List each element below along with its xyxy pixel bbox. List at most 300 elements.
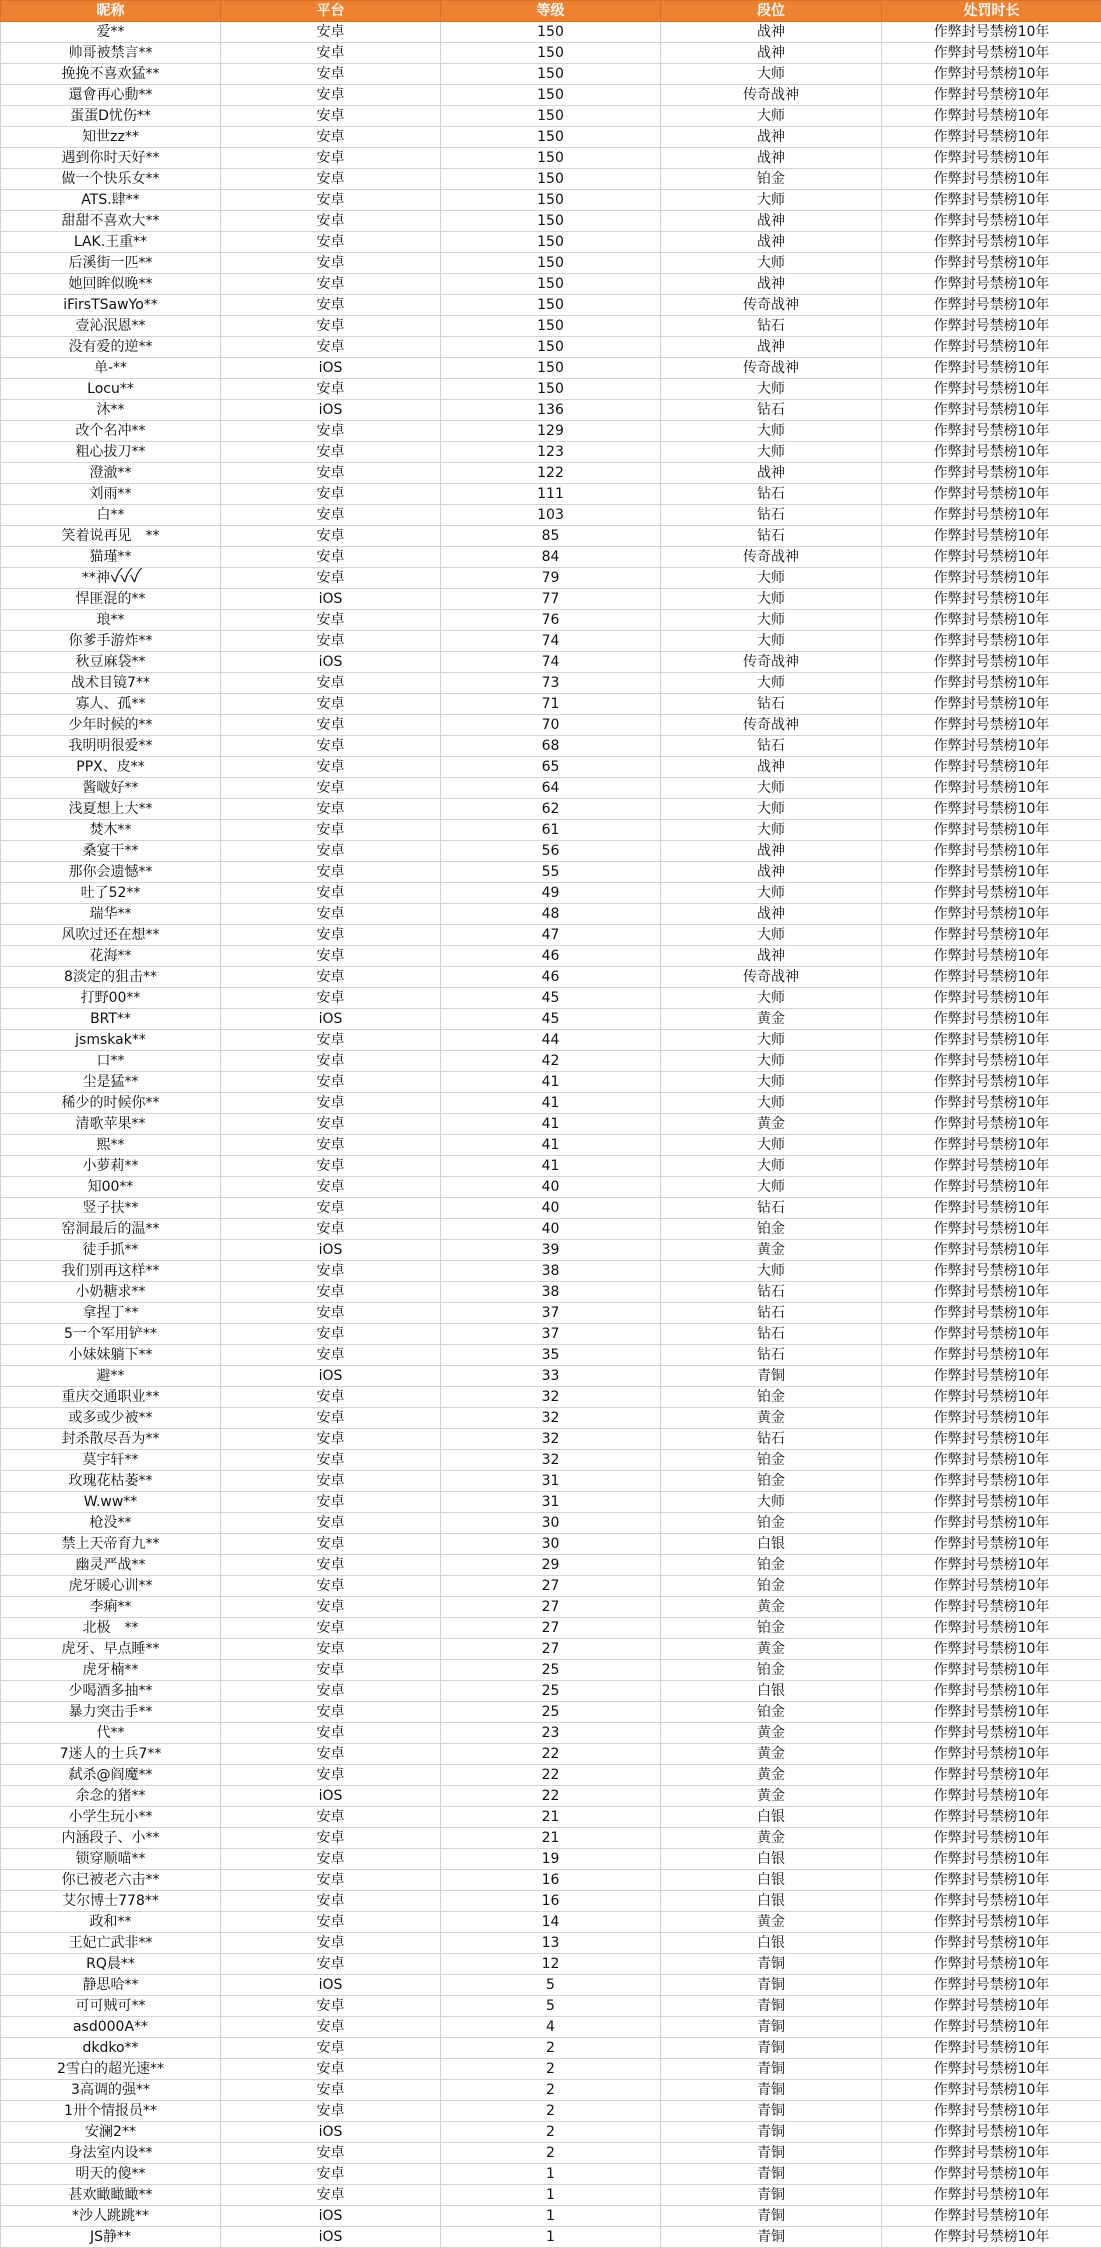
table-row — [1, 2206, 1101, 2227]
cell-level: 30 — [441, 1534, 661, 1555]
table-row — [1, 757, 1101, 778]
cell-penalty: 作弊封号禁榜10年 — [882, 1408, 1101, 1429]
table-row — [1, 337, 1101, 358]
cell-rank: 铂金 — [661, 1660, 882, 1681]
cell-platform: 安卓 — [221, 2059, 441, 2080]
cell-penalty: 作弊封号禁榜10年 — [882, 2059, 1101, 2080]
cell-platform: 安卓 — [221, 1429, 441, 1450]
cell-platform: 安卓 — [221, 64, 441, 85]
cell-nickname: 枪没** — [1, 1513, 221, 1534]
table-row — [1, 2101, 1101, 2122]
cell-rank: 大师 — [661, 1156, 882, 1177]
table-row — [1, 358, 1101, 379]
cell-level: 2 — [441, 2143, 661, 2164]
cell-nickname: 挽挽不喜欢猛** — [1, 64, 221, 85]
cell-penalty: 作弊封号禁榜10年 — [882, 2101, 1101, 2122]
cell-nickname: 1卅个情报员** — [1, 2101, 221, 2122]
cell-penalty: 作弊封号禁榜10年 — [882, 43, 1101, 64]
cell-level: 25 — [441, 1681, 661, 1702]
cell-penalty: 作弊封号禁榜10年 — [882, 337, 1101, 358]
cell-platform: 安卓 — [221, 169, 441, 190]
cell-platform: 安卓 — [221, 1408, 441, 1429]
cell-penalty: 作弊封号禁榜10年 — [882, 22, 1101, 43]
cell-nickname: 焚木** — [1, 820, 221, 841]
cell-penalty: 作弊封号禁榜10年 — [882, 841, 1101, 862]
cell-platform: 安卓 — [221, 1387, 441, 1408]
cell-level: 150 — [441, 211, 661, 232]
cell-level: 41 — [441, 1072, 661, 1093]
cell-rank: 铂金 — [661, 1471, 882, 1492]
cell-rank: 大师 — [661, 1492, 882, 1513]
cell-rank: 大师 — [661, 883, 882, 904]
cell-level: 70 — [441, 715, 661, 736]
cell-level: 22 — [441, 1765, 661, 1786]
cell-platform: 安卓 — [221, 1051, 441, 1072]
cell-rank: 钻石 — [661, 1303, 882, 1324]
cell-rank: 钻石 — [661, 316, 882, 337]
cell-rank: 传奇战神 — [661, 295, 882, 316]
cell-level: 5 — [441, 1975, 661, 1996]
cell-level: 1 — [441, 2164, 661, 2185]
cell-rank: 大师 — [661, 64, 882, 85]
cell-penalty: 作弊封号禁榜10年 — [882, 589, 1101, 610]
cell-nickname: 沐** — [1, 400, 221, 421]
table-row — [1, 1933, 1101, 1954]
cell-rank: 战神 — [661, 904, 882, 925]
cell-penalty: 作弊封号禁榜10年 — [882, 967, 1101, 988]
cell-platform: iOS — [221, 1009, 441, 1030]
cell-platform: 安卓 — [221, 1135, 441, 1156]
table-row — [1, 400, 1101, 421]
cell-level: 38 — [441, 1261, 661, 1282]
cell-penalty: 作弊封号禁榜10年 — [882, 1828, 1101, 1849]
table-row — [1, 547, 1101, 568]
cell-nickname: 口** — [1, 1051, 221, 1072]
table-row — [1, 274, 1101, 295]
cell-platform: 安卓 — [221, 946, 441, 967]
cell-level: 1 — [441, 2185, 661, 2206]
header-nickname: 昵称 — [1, 1, 221, 22]
cell-platform: 安卓 — [221, 337, 441, 358]
cell-rank: 黄金 — [661, 1723, 882, 1744]
cell-rank: 大师 — [661, 1135, 882, 1156]
cell-penalty: 作弊封号禁榜10年 — [882, 106, 1101, 127]
cell-level: 150 — [441, 22, 661, 43]
table-row — [1, 463, 1101, 484]
cell-nickname: 小萝莉** — [1, 1156, 221, 1177]
cell-rank: 战神 — [661, 757, 882, 778]
cell-level: 74 — [441, 631, 661, 652]
cell-rank: 传奇战神 — [661, 547, 882, 568]
cell-nickname: 做一个快乐女** — [1, 169, 221, 190]
cell-platform: 安卓 — [221, 127, 441, 148]
table-row — [1, 1198, 1101, 1219]
cell-platform: iOS — [221, 358, 441, 379]
cell-rank: 战神 — [661, 463, 882, 484]
cell-penalty: 作弊封号禁榜10年 — [882, 1891, 1101, 1912]
cell-rank: 战神 — [661, 862, 882, 883]
cell-platform: 安卓 — [221, 2143, 441, 2164]
cell-nickname: 酱啵好** — [1, 778, 221, 799]
cell-platform: iOS — [221, 400, 441, 421]
cell-nickname: 没有爱的逆** — [1, 337, 221, 358]
cell-platform: 安卓 — [221, 2080, 441, 2101]
cell-platform: 安卓 — [221, 1702, 441, 1723]
table-row — [1, 799, 1101, 820]
cell-platform: 安卓 — [221, 1471, 441, 1492]
cell-penalty: 作弊封号禁榜10年 — [882, 904, 1101, 925]
cell-level: 150 — [441, 232, 661, 253]
cell-platform: 安卓 — [221, 1660, 441, 1681]
table-row — [1, 526, 1101, 547]
cell-rank: 战神 — [661, 211, 882, 232]
table-row — [1, 1156, 1101, 1177]
cell-penalty: 作弊封号禁榜10年 — [882, 85, 1101, 106]
cell-penalty: 作弊封号禁榜10年 — [882, 1975, 1101, 1996]
table-row — [1, 1177, 1101, 1198]
cell-rank: 青铜 — [661, 2164, 882, 2185]
cell-level: 27 — [441, 1597, 661, 1618]
cell-rank: 大师 — [661, 1051, 882, 1072]
cell-penalty: 作弊封号禁榜10年 — [882, 1954, 1101, 1975]
cell-level: 64 — [441, 778, 661, 799]
table-row — [1, 1009, 1101, 1030]
table-row — [1, 1765, 1101, 1786]
cell-level: 27 — [441, 1639, 661, 1660]
cell-platform: 安卓 — [221, 778, 441, 799]
cell-penalty: 作弊封号禁榜10年 — [882, 610, 1101, 631]
cell-rank: 青铜 — [661, 2101, 882, 2122]
cell-level: 37 — [441, 1324, 661, 1345]
table-row — [1, 1912, 1101, 1933]
cell-platform: 安卓 — [221, 1828, 441, 1849]
cell-level: 150 — [441, 169, 661, 190]
cell-nickname: 稀少的时候你** — [1, 1093, 221, 1114]
table-row — [1, 841, 1101, 862]
table-row — [1, 1219, 1101, 1240]
cell-penalty: 作弊封号禁榜10年 — [882, 442, 1101, 463]
cell-rank: 大师 — [661, 1261, 882, 1282]
cell-platform: 安卓 — [221, 673, 441, 694]
cell-rank: 钻石 — [661, 1429, 882, 1450]
cell-nickname: 政和** — [1, 1912, 221, 1933]
table-row — [1, 736, 1101, 757]
cell-nickname: 身法室内设** — [1, 2143, 221, 2164]
cell-penalty: 作弊封号禁榜10年 — [882, 1030, 1101, 1051]
cell-nickname: 琅** — [1, 610, 221, 631]
cell-penalty: 作弊封号禁榜10年 — [882, 1492, 1101, 1513]
cell-rank: 大师 — [661, 799, 882, 820]
cell-level: 39 — [441, 1240, 661, 1261]
cell-penalty: 作弊封号禁榜10年 — [882, 757, 1101, 778]
cell-nickname: BRT** — [1, 1009, 221, 1030]
cell-level: 27 — [441, 1576, 661, 1597]
cell-nickname: 熙** — [1, 1135, 221, 1156]
cell-platform: 安卓 — [221, 1198, 441, 1219]
cell-platform: 安卓 — [221, 1891, 441, 1912]
cell-penalty: 作弊封号禁榜10年 — [882, 1093, 1101, 1114]
cell-rank: 战神 — [661, 274, 882, 295]
cell-rank: 铂金 — [661, 1387, 882, 1408]
cell-level: 46 — [441, 946, 661, 967]
cell-level: 38 — [441, 1282, 661, 1303]
cell-platform: 安卓 — [221, 1156, 441, 1177]
cell-level: 14 — [441, 1912, 661, 1933]
cell-nickname: 小学生玩小** — [1, 1807, 221, 1828]
table-row — [1, 1975, 1101, 1996]
cell-platform: 安卓 — [221, 1534, 441, 1555]
cell-penalty: 作弊封号禁榜10年 — [882, 820, 1101, 841]
cell-nickname: 她回眸似晚** — [1, 274, 221, 295]
cell-rank: 战神 — [661, 43, 882, 64]
cell-nickname: 王妃亡武非** — [1, 1933, 221, 1954]
cell-rank: 青铜 — [661, 2017, 882, 2038]
cell-penalty: 作弊封号禁榜10年 — [882, 295, 1101, 316]
cell-penalty: 作弊封号禁榜10年 — [882, 1198, 1101, 1219]
cell-rank: 大师 — [661, 673, 882, 694]
cell-rank: 铂金 — [661, 1555, 882, 1576]
table-row — [1, 127, 1101, 148]
table-row — [1, 1492, 1101, 1513]
cell-platform: 安卓 — [221, 1681, 441, 1702]
cell-nickname: 桑宴干** — [1, 841, 221, 862]
cell-rank: 战神 — [661, 148, 882, 169]
cell-penalty: 作弊封号禁榜10年 — [882, 1555, 1101, 1576]
table-row — [1, 1576, 1101, 1597]
cell-platform: 安卓 — [221, 547, 441, 568]
cell-nickname: 你已被老六击** — [1, 1870, 221, 1891]
cell-rank: 黄金 — [661, 1744, 882, 1765]
cell-level: 150 — [441, 190, 661, 211]
cell-platform: 安卓 — [221, 1177, 441, 1198]
cell-rank: 战神 — [661, 841, 882, 862]
table-row — [1, 1849, 1101, 1870]
cell-penalty: 作弊封号禁榜10年 — [882, 421, 1101, 442]
cell-nickname: 玫瑰花枯萎** — [1, 1471, 221, 1492]
cell-nickname: 瑞华** — [1, 904, 221, 925]
cell-platform: iOS — [221, 1366, 441, 1387]
cell-rank: 钻石 — [661, 1198, 882, 1219]
cell-nickname: 可可贼可** — [1, 1996, 221, 2017]
table-row — [1, 1702, 1101, 1723]
cell-rank: 大师 — [661, 778, 882, 799]
cell-level: 103 — [441, 505, 661, 526]
cell-rank: 白银 — [661, 1534, 882, 1555]
cell-platform: 安卓 — [221, 904, 441, 925]
cell-nickname: 虎牙、早点睡** — [1, 1639, 221, 1660]
cell-level: 45 — [441, 1009, 661, 1030]
cell-level: 12 — [441, 1954, 661, 1975]
table-row — [1, 316, 1101, 337]
cell-level: 79 — [441, 568, 661, 589]
cell-rank: 铂金 — [661, 1450, 882, 1471]
cell-nickname: 遇到你时天好** — [1, 148, 221, 169]
cell-nickname: 浅夏想上大** — [1, 799, 221, 820]
cell-level: 32 — [441, 1408, 661, 1429]
table-row — [1, 1597, 1101, 1618]
cell-level: 33 — [441, 1366, 661, 1387]
cell-nickname: 艾尔博士778** — [1, 1891, 221, 1912]
cell-level: 2 — [441, 2038, 661, 2059]
cell-penalty: 作弊封号禁榜10年 — [882, 316, 1101, 337]
cell-penalty: 作弊封号禁榜10年 — [882, 1681, 1101, 1702]
cell-level: 31 — [441, 1471, 661, 1492]
cell-penalty: 作弊封号禁榜10年 — [882, 1513, 1101, 1534]
cell-level: 122 — [441, 463, 661, 484]
table-row — [1, 652, 1101, 673]
cell-rank: 战神 — [661, 946, 882, 967]
cell-level: 32 — [441, 1387, 661, 1408]
cell-rank: 大师 — [661, 253, 882, 274]
cell-nickname: 避** — [1, 1366, 221, 1387]
table-row — [1, 379, 1101, 400]
cell-platform: 安卓 — [221, 1744, 441, 1765]
cell-nickname: 寡人、孤** — [1, 694, 221, 715]
cell-penalty: 作弊封号禁榜10年 — [882, 2185, 1101, 2206]
cell-penalty: 作弊封号禁榜10年 — [882, 1660, 1101, 1681]
cell-level: 23 — [441, 1723, 661, 1744]
cell-platform: 安卓 — [221, 1513, 441, 1534]
cell-level: 21 — [441, 1807, 661, 1828]
cell-penalty: 作弊封号禁榜10年 — [882, 1051, 1101, 1072]
cell-nickname: 蛋蛋D忧伤** — [1, 106, 221, 127]
header-level: 等级 — [441, 1, 661, 22]
cell-rank: 铂金 — [661, 1513, 882, 1534]
table-row — [1, 589, 1101, 610]
cell-platform: 安卓 — [221, 1324, 441, 1345]
cell-level: 49 — [441, 883, 661, 904]
cell-platform: 安卓 — [221, 820, 441, 841]
table-row — [1, 190, 1101, 211]
cell-rank: 铂金 — [661, 169, 882, 190]
cell-nickname: 或多或少被** — [1, 1408, 221, 1429]
cell-level: 41 — [441, 1093, 661, 1114]
cell-level: 5 — [441, 1996, 661, 2017]
table-row — [1, 1513, 1101, 1534]
cell-platform: 安卓 — [221, 1555, 441, 1576]
cell-nickname: 弑杀@阎魔** — [1, 1765, 221, 1786]
cell-platform: 安卓 — [221, 715, 441, 736]
cell-level: 21 — [441, 1828, 661, 1849]
cell-nickname: W.ww** — [1, 1492, 221, 1513]
table-row — [1, 169, 1101, 190]
cell-level: 1 — [441, 2227, 661, 2248]
cell-level: 4 — [441, 2017, 661, 2038]
cell-penalty: 作弊封号禁榜10年 — [882, 1765, 1101, 1786]
cell-nickname: 澄澈** — [1, 463, 221, 484]
cell-penalty: 作弊封号禁榜10年 — [882, 1429, 1101, 1450]
table-row — [1, 883, 1101, 904]
table-row — [1, 1429, 1101, 1450]
cell-nickname: 莫宇轩** — [1, 1450, 221, 1471]
cell-nickname: asd000A** — [1, 2017, 221, 2038]
cell-platform: 安卓 — [221, 1933, 441, 1954]
cell-level: 29 — [441, 1555, 661, 1576]
cell-level: 85 — [441, 526, 661, 547]
cell-rank: 青铜 — [661, 1954, 882, 1975]
table-row — [1, 1744, 1101, 1765]
table-row — [1, 1786, 1101, 1807]
cell-level: 41 — [441, 1114, 661, 1135]
cell-nickname: dkdko** — [1, 2038, 221, 2059]
cell-rank: 青铜 — [661, 2122, 882, 2143]
cell-platform: 安卓 — [221, 2164, 441, 2185]
cell-platform: 安卓 — [221, 1030, 441, 1051]
table-row — [1, 505, 1101, 526]
cell-nickname: 甜甜不喜欢大** — [1, 211, 221, 232]
cell-penalty: 作弊封号禁榜10年 — [882, 715, 1101, 736]
cell-nickname: 小妹妹躺下** — [1, 1345, 221, 1366]
table-row — [1, 1870, 1101, 1891]
cell-rank: 钻石 — [661, 1282, 882, 1303]
cell-nickname: PPX、皮** — [1, 757, 221, 778]
cell-rank: 大师 — [661, 1072, 882, 1093]
cell-rank: 传奇战神 — [661, 652, 882, 673]
cell-rank: 钻石 — [661, 400, 882, 421]
cell-nickname: 笑着说再见 ** — [1, 526, 221, 547]
cell-nickname: 清歌苹果** — [1, 1114, 221, 1135]
cell-level: 150 — [441, 358, 661, 379]
cell-platform: 安卓 — [221, 883, 441, 904]
cell-rank: 白银 — [661, 1891, 882, 1912]
cell-rank: 大师 — [661, 1093, 882, 1114]
cell-rank: 黄金 — [661, 1639, 882, 1660]
cell-platform: 安卓 — [221, 1261, 441, 1282]
table-row — [1, 778, 1101, 799]
table-row — [1, 2122, 1101, 2143]
table-row — [1, 484, 1101, 505]
cell-level: 13 — [441, 1933, 661, 1954]
cell-penalty: 作弊封号禁榜10年 — [882, 1450, 1101, 1471]
cell-rank: 大师 — [661, 589, 882, 610]
cell-nickname: 幽灵严战** — [1, 1555, 221, 1576]
cell-platform: 安卓 — [221, 736, 441, 757]
cell-nickname: 安澜2** — [1, 2122, 221, 2143]
cell-nickname: 禁上天帝育九** — [1, 1534, 221, 1555]
cell-rank: 大师 — [661, 190, 882, 211]
cell-platform: 安卓 — [221, 463, 441, 484]
cell-penalty: 作弊封号禁榜10年 — [882, 274, 1101, 295]
table-row — [1, 946, 1101, 967]
table-row — [1, 2185, 1101, 2206]
table-row — [1, 232, 1101, 253]
cell-platform: iOS — [221, 2206, 441, 2227]
cell-penalty: 作弊封号禁榜10年 — [882, 1933, 1101, 1954]
table-row — [1, 1618, 1101, 1639]
cell-level: 61 — [441, 820, 661, 841]
cell-rank: 钻石 — [661, 1345, 882, 1366]
cell-level: 150 — [441, 379, 661, 400]
cell-level: 150 — [441, 127, 661, 148]
table-row — [1, 2080, 1101, 2101]
table-row — [1, 1261, 1101, 1282]
cell-rank: 钻石 — [661, 694, 882, 715]
cell-rank: 铂金 — [661, 1219, 882, 1240]
cell-penalty: 作弊封号禁榜10年 — [882, 1114, 1101, 1135]
cell-platform: iOS — [221, 2122, 441, 2143]
cell-level: 45 — [441, 988, 661, 1009]
cell-penalty: 作弊封号禁榜10年 — [882, 1240, 1101, 1261]
cell-rank: 青铜 — [661, 2206, 882, 2227]
cell-platform: 安卓 — [221, 106, 441, 127]
table-row — [1, 1030, 1101, 1051]
cell-platform: 安卓 — [221, 631, 441, 652]
cell-nickname: 少年时候的** — [1, 715, 221, 736]
cell-rank: 白银 — [661, 1933, 882, 1954]
cell-rank: 青铜 — [661, 2185, 882, 2206]
cell-penalty: 作弊封号禁榜10年 — [882, 694, 1101, 715]
cell-rank: 青铜 — [661, 1975, 882, 1996]
